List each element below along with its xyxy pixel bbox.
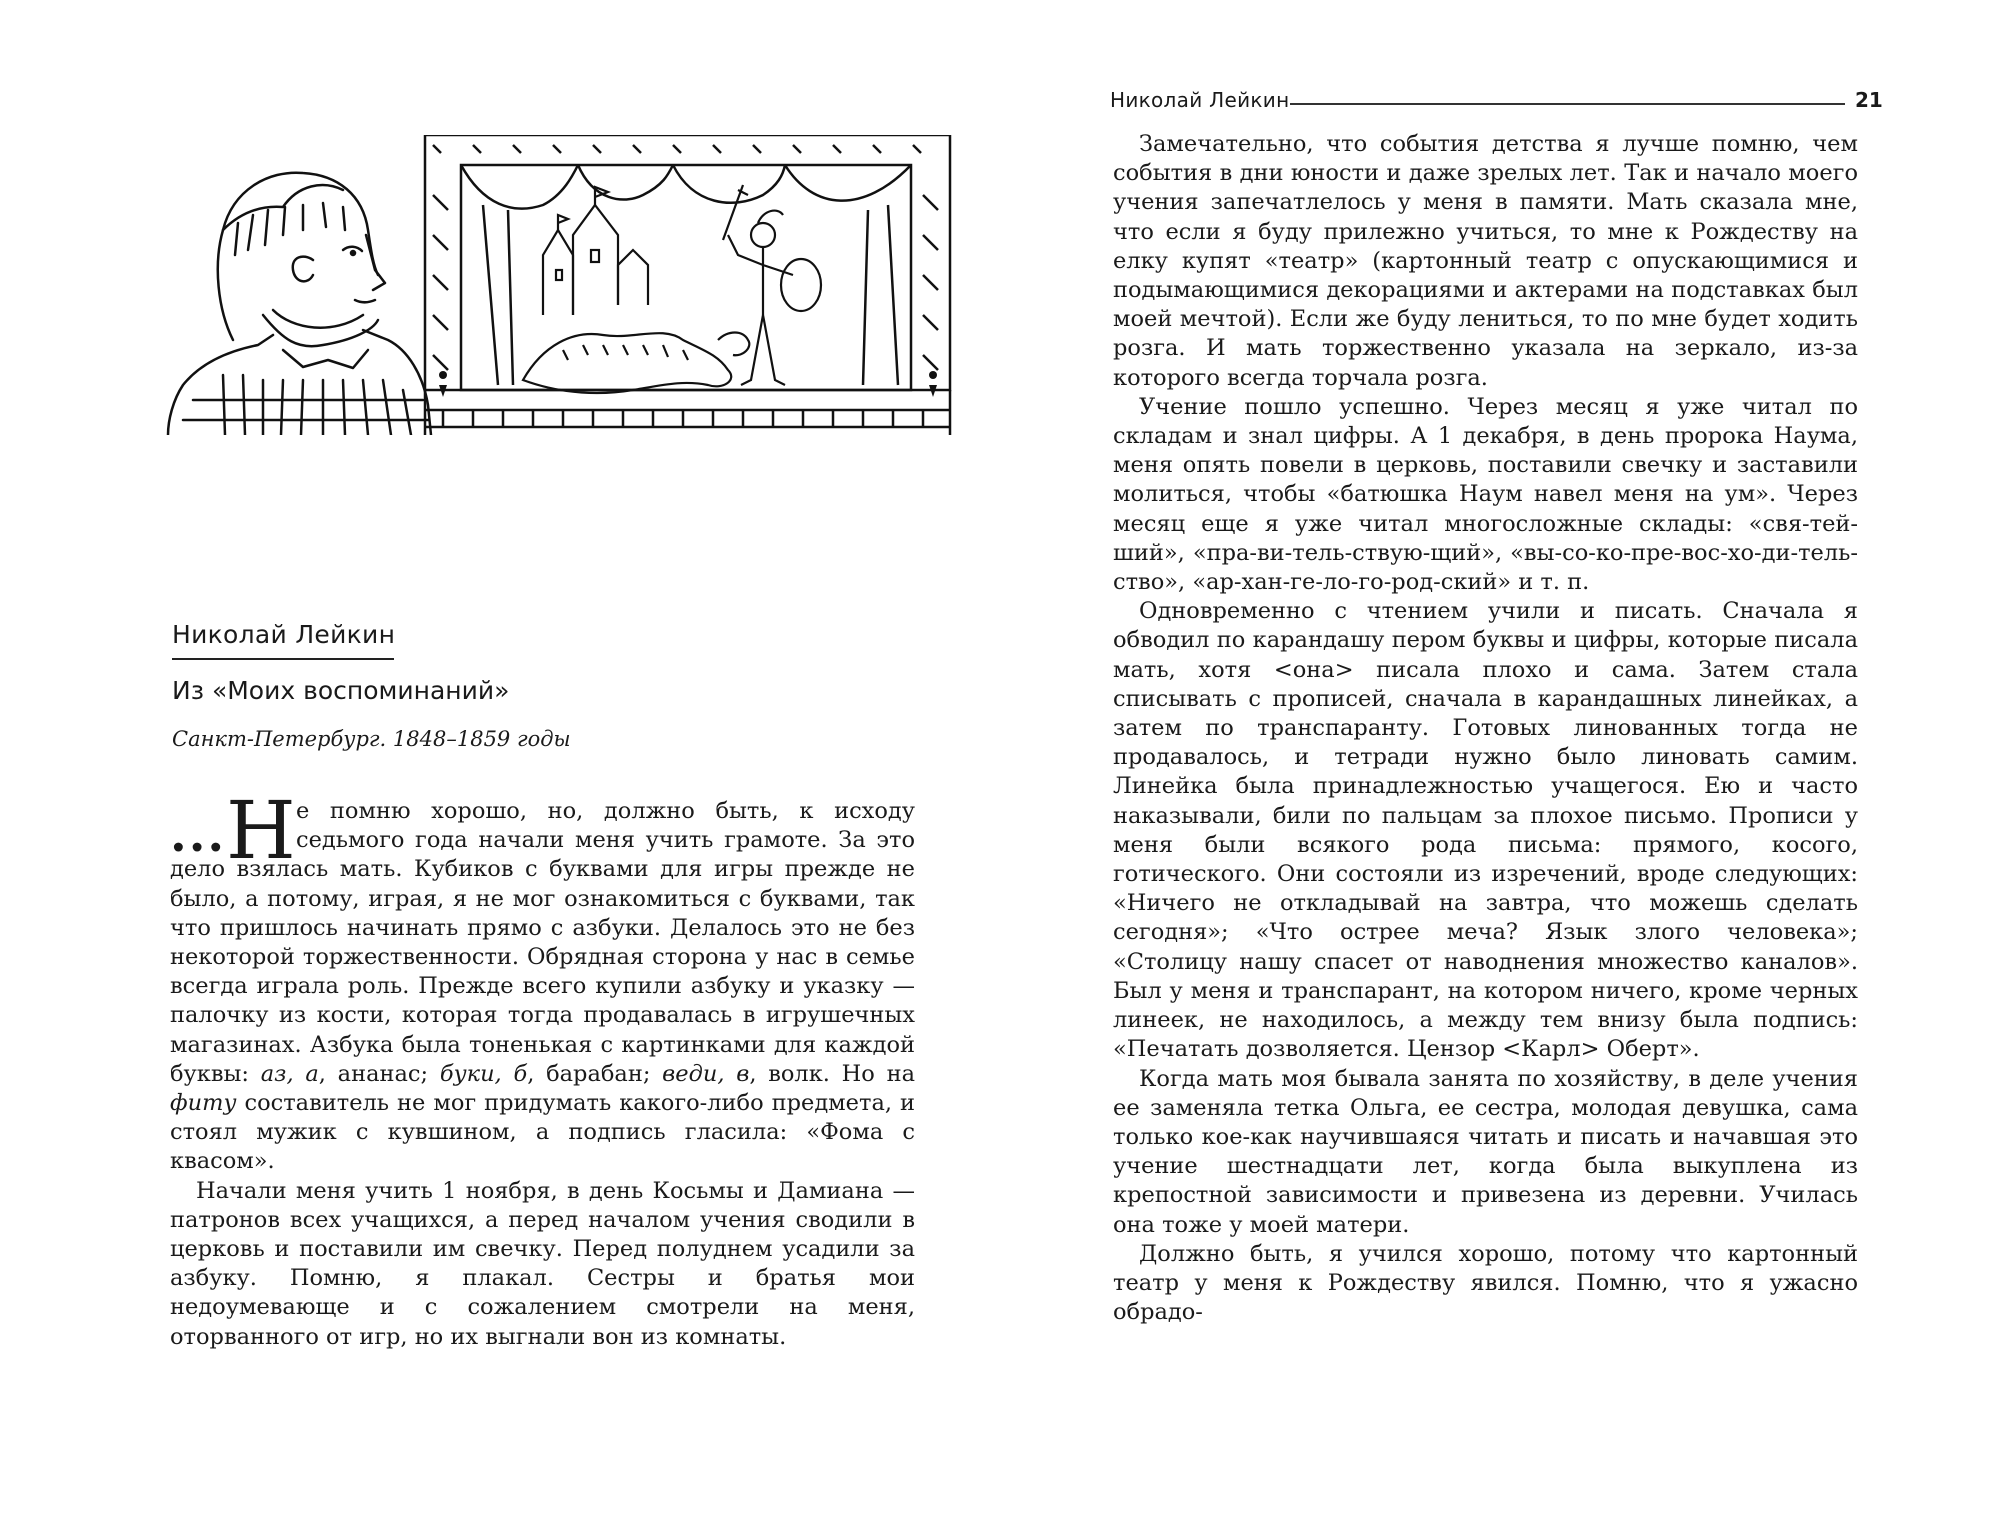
puppet-theater-illustration bbox=[163, 135, 955, 435]
paragraph-text: составитель не мог придумать какого-либо предмета, и стоял мужик с кувшином, а подпись гласила: «Фома с квасом». bbox=[170, 1090, 915, 1175]
left-page-body bbox=[170, 784, 915, 1352]
work-title: Из «Моих воспоминаний» bbox=[172, 676, 510, 705]
page-number: 21 bbox=[1855, 88, 1883, 112]
running-head-rule bbox=[1290, 103, 1845, 105]
running-head: Николай Лейкин bbox=[1110, 88, 1290, 112]
italic-term: фиту bbox=[170, 1090, 237, 1117]
italic-term: аз, а bbox=[260, 1060, 319, 1087]
paragraph: Одновременно с чтением учили и писать. Сначала я обводил по карандашу пером буквы и цифры, которые писала мать, хотя <она> писала плохо и сама. Затем стала списывать с прописей, сначала в карандашных линейках, а затем по транспаранту. Готовых линованных тогда не продавалось, и тетради нужно было линовать самим. Линейка была принадлежностью учащегося. Ею и часто наказывали, били по пальцам за плохое письмо. Прописи у меня были всякого рода письма: прямого, косого, готического. Они состояли из изречений, вроде следующих: «Ничего не откладывай на завтра, что можешь сделать сегодня»; «Что острее меча? Язык злого человека»; «Столицу нашу спасет от наводнения множество каналов». Был у меня и транспарант, на котором ничего, кроме черных линеек, не находилось, а между тем внизу была подпись: «Печатать дозволяется. Цензор <Карл> Оберт». bbox=[1113, 598, 1858, 1063]
dropcap-ellipsis: ... bbox=[170, 807, 227, 863]
dragon bbox=[523, 333, 749, 393]
paragraph-text: , ананас; bbox=[318, 1060, 429, 1087]
boy-portrait bbox=[168, 173, 431, 435]
author-underline bbox=[172, 658, 394, 660]
italic-term: буки, б bbox=[439, 1060, 528, 1087]
paragraph-text: , волк. Но на bbox=[749, 1060, 915, 1087]
right-page bbox=[1000, 0, 2000, 1531]
paragraph: Начали меня учить 1 ноября, в день Косьмы и Дамиана — патронов всех учащихся, а перед началом учения сводили в церковь и поставили им свечку. Перед полуднем усадили за азбуку. Помню, я плакал. Сестры и братья мои недоумевающе и с сожалением смотрели на меня, оторванного от игр, но их выгнали вон из комнаты. bbox=[170, 1177, 915, 1350]
paragraph: Должно быть, я учился хорошо, потому что картонный театр у меня к Рождеству явился. Помню, что я ужасно обрадо- bbox=[1113, 1240, 1858, 1326]
paragraph bbox=[170, 784, 915, 1177]
stage-frame bbox=[425, 135, 950, 435]
italic-term: веди, в bbox=[662, 1060, 750, 1087]
place-date: Санкт-Петербург. 1848–1859 годы bbox=[172, 727, 571, 751]
castle-scene bbox=[543, 187, 648, 315]
paragraph-text: е помню хорошо, но, должно быть, к исходу седьмого года начали меня учить грамоте. За это дело взялась мать. Кубиков с буквами для игры прежде не было, а потому, играя, я не мог ознакомиться с буквами, так что пришлось начинать прямо с азбуки. Делалось это не без некоторой торжественности. Обрядная сторона у нас в семье всегда играла роль. Прежде всего купили азбуку и указку — палочку из кости, которая тогда продавалась в игрушечных магазинах. Азбука была тоненькая с картинками для каждой буквы: bbox=[170, 798, 915, 1087]
author-name: Николай Лейкин bbox=[172, 620, 396, 649]
dropcap bbox=[170, 784, 296, 877]
paragraph: Когда мать моя бывала занята по хозяйству, в деле учения ее заменяла тетка Ольга, ее сестра, молодая девушка, сама только кое-как научившаяся читать и писать и начавшая это учение шестнадцати лет, когда была выкуплена из крепостной зависимости и привезена из деревни. Училась она тоже у моей матери. bbox=[1113, 1065, 1858, 1238]
dropcap-letter: Н bbox=[226, 784, 296, 877]
paragraph: Замечательно, что события детства я лучше помню, чем события в дни юности и даже зрелых лет. Так и начало моего учения запечатлелось у меня в памяти. Мать сказала мне, что если я буду прилежно учиться, то мне к Рождеству на елку купят «театр» (картонный театр с опускающимися и подымающимися декорациями и актерами на подставках был моей мечтой). Если же буду лениться, то по мне будет ходить розга. И мать торжественно указала на зеркало, из-за которого всегда торчала розга. bbox=[1113, 131, 1858, 391]
right-page-body bbox=[1113, 130, 1858, 1327]
paragraph-text: , барабан; bbox=[527, 1060, 651, 1087]
paragraph: Учение пошло успешно. Через месяц я уже читал по складам и знал цифры. А 1 декабря, в день пророка Наума, меня опять повели в церковь, поставили свечку и заставили молиться, чтобы «батюшка Наум навел меня на ум». Через месяц еще я уже читал многосложные склады: «свя-тей-ший», «пра-ви-тель-ствую-щий», «вы-со-ко-пре-вос-хо-ди-тель-ство», «ар-хан-ге-ло-го-род-ский» и т. п. bbox=[1113, 393, 1858, 596]
